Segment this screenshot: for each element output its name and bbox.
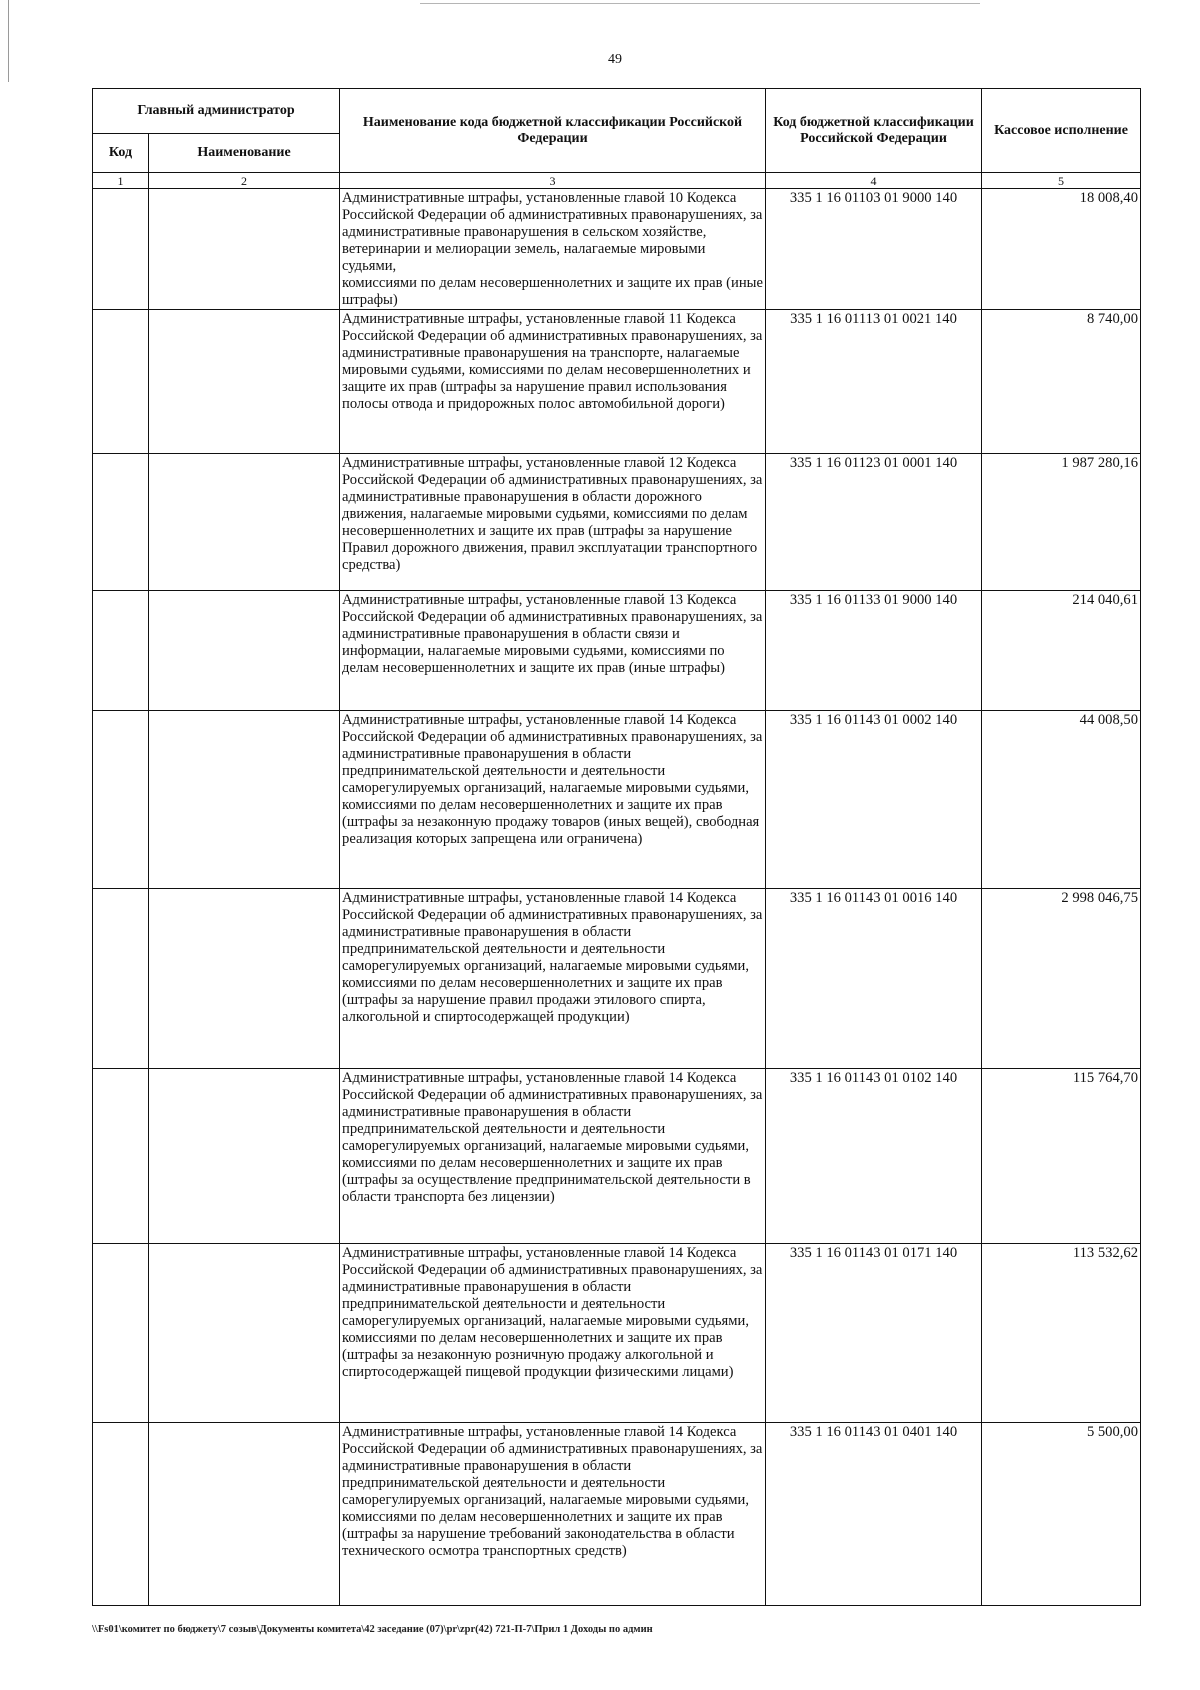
table-row (93, 1423, 1141, 1606)
header-main-admin: Главный администратор (93, 89, 340, 134)
column-number: 4 (766, 173, 982, 189)
table-row (93, 591, 1141, 711)
column-number: 5 (982, 173, 1141, 189)
cash-amount: 2 998 046,75 (982, 889, 1141, 1069)
kbk-description: Административные штрафы, установленные главой 13 Кодекса Российской Федерации об административных правонарушениях, за административные правонарушения в области связи и информации, налагаемые мировыми судьями, комиссиями по делам несовершеннолетних и защите их прав (иные штрафы) (340, 591, 766, 711)
kbk-code: 335 1 16 01113 01 0021 140 (766, 310, 982, 454)
header-name: Наименование (149, 134, 340, 173)
kbk-code: 335 1 16 01123 01 0001 140 (766, 454, 982, 591)
admin-code-cell (93, 189, 149, 310)
table-row (93, 454, 1141, 591)
header-kbk-code: Код бюджетной классификации Российской Федерации (766, 89, 982, 173)
kbk-code: 335 1 16 01133 01 9000 140 (766, 591, 982, 711)
table-row (93, 310, 1141, 454)
admin-name-cell (149, 591, 340, 711)
kbk-description: Административные штрафы, установленные главой 14 Кодекса Российской Федерации об административных правонарушениях, за административные правонарушения в области предпринимательской деятельности и деятельности саморегулируемых организаций, налагаемые мировыми судьями, комиссиями по делам несовершеннолетних и защите их прав (штрафы за нарушение требований законодательства в области технического осмотра транспортных средств) (340, 1423, 766, 1606)
column-number: 3 (340, 173, 766, 189)
kbk-code: 335 1 16 01143 01 0016 140 (766, 889, 982, 1069)
kbk-description: Административные штрафы, установленные главой 14 Кодекса Российской Федерации об административных правонарушениях, за административные правонарушения в области предпринимательской деятельности и деятельности саморегулируемых организаций, налагаемые мировыми судьями, комиссиями по делам несовершеннолетних и защите их прав (штрафы за нарушение правил продажи этилового спирта, алкогольной и спиртосодержащей продукции) (340, 889, 766, 1069)
cash-amount: 5 500,00 (982, 1423, 1141, 1606)
admin-name-cell (149, 189, 340, 310)
admin-code-cell (93, 889, 149, 1069)
admin-code-cell (93, 1423, 149, 1606)
kbk-code: 335 1 16 01143 01 0102 140 (766, 1069, 982, 1244)
cash-amount: 44 008,50 (982, 711, 1141, 889)
admin-name-cell (149, 1244, 340, 1423)
kbk-description: Административные штрафы, установленные главой 12 Кодекса Российской Федерации об административных правонарушениях, за административные правонарушения в области дорожного движения, налагаемые мировыми судьями, комиссиями по делам несовершеннолетних и защите их прав (штрафы за нарушение Правил дорожного движения, правил эксплуатации транспортного средства) (340, 454, 766, 591)
admin-code-cell (93, 1244, 149, 1423)
kbk-description: Административные штрафы, установленные главой 14 Кодекса Российской Федерации об административных правонарушениях, за административные правонарушения в области предпринимательской деятельности и деятельности саморегулируемых организаций, налагаемые мировыми судьями, комиссиями по делам несовершеннолетних и защите их прав (штрафы за незаконную розничную продажу алкогольной и спиртосодержащей пищевой продукции физическими лицами) (340, 1244, 766, 1423)
kbk-code: 335 1 16 01143 01 0002 140 (766, 711, 982, 889)
scan-edge-artifact (8, 0, 9, 82)
header-code: Код (93, 134, 149, 173)
kbk-description: Административные штрафы, установленные главой 14 Кодекса Российской Федерации об административных правонарушениях, за административные правонарушения в области предпринимательской деятельности и деятельности саморегулируемых организаций, налагаемые мировыми судьями, комиссиями по делам несовершеннолетних и защите их прав (штрафы за осуществление предпринимательской деятельности в области транспорта без лицензии) (340, 1069, 766, 1244)
cash-amount: 18 008,40 (982, 189, 1141, 310)
kbk-description: Административные штрафы, установленные главой 10 Кодекса Российской Федерации об административных правонарушениях, за административные правонарушения в сельском хозяйстве, ветеринарии и мелиорации земель, налагаемые мировыми судьями, комиссиями по делам несовершеннолетних и защите их прав (иные штрафы) (340, 189, 766, 310)
admin-name-cell (149, 1069, 340, 1244)
kbk-description: Административные штрафы, установленные главой 14 Кодекса Российской Федерации об административных правонарушениях, за административные правонарушения в области предпринимательской деятельности и деятельности саморегулируемых организаций, налагаемые мировыми судьями, комиссиями по делам несовершеннолетних и защите их прав (штрафы за незаконную продажу товаров (иных вещей), свободная реализация которых запрещена или ограничена) (340, 711, 766, 889)
cash-amount: 214 040,61 (982, 591, 1141, 711)
kbk-code: 335 1 16 01103 01 9000 140 (766, 189, 982, 310)
scan-edge-artifact (420, 3, 980, 4)
footer-file-path: \\Fs01\комитет по бюджету\7 созыв\Документы комитета\42 заседание (07)\pr\zpr(42) 721-П-7\Прил 1 Доходы по админ (92, 1624, 653, 1635)
column-number: 2 (149, 173, 340, 189)
admin-name-cell (149, 1423, 340, 1606)
kbk-description: Административные штрафы, установленные главой 11 Кодекса Российской Федерации об административных правонарушениях, за административные правонарушения на транспорте, налагаемые мировыми судьями, комиссиями по делам несовершеннолетних и защите их прав (штрафы за нарушение правил использования полосы отвода и придорожных полос автомобильной дороги) (340, 310, 766, 454)
admin-code-cell (93, 310, 149, 454)
header-kbk-name: Наименование кода бюджетной классификации Российской Федерации (340, 89, 766, 173)
table-row (93, 189, 1141, 310)
admin-name-cell (149, 889, 340, 1069)
column-number: 1 (93, 173, 149, 189)
header-cash-execution: Кассовое исполнение (982, 89, 1141, 173)
table-row (93, 1069, 1141, 1244)
column-numbers-row (93, 173, 1141, 189)
cash-amount: 115 764,70 (982, 1069, 1141, 1244)
cash-amount: 1 987 280,16 (982, 454, 1141, 591)
admin-name-cell (149, 310, 340, 454)
admin-code-cell (93, 454, 149, 591)
header-row (93, 89, 1141, 134)
cash-amount: 8 740,00 (982, 310, 1141, 454)
revenue-table (92, 88, 1141, 1606)
table-row (93, 711, 1141, 889)
admin-code-cell (93, 1069, 149, 1244)
admin-name-cell (149, 454, 340, 591)
admin-code-cell (93, 591, 149, 711)
kbk-code: 335 1 16 01143 01 0401 140 (766, 1423, 982, 1606)
admin-code-cell (93, 711, 149, 889)
table-row (93, 1244, 1141, 1423)
page-number: 49 (608, 52, 622, 67)
cash-amount: 113 532,62 (982, 1244, 1141, 1423)
kbk-code: 335 1 16 01143 01 0171 140 (766, 1244, 982, 1423)
admin-name-cell (149, 711, 340, 889)
table-row (93, 889, 1141, 1069)
